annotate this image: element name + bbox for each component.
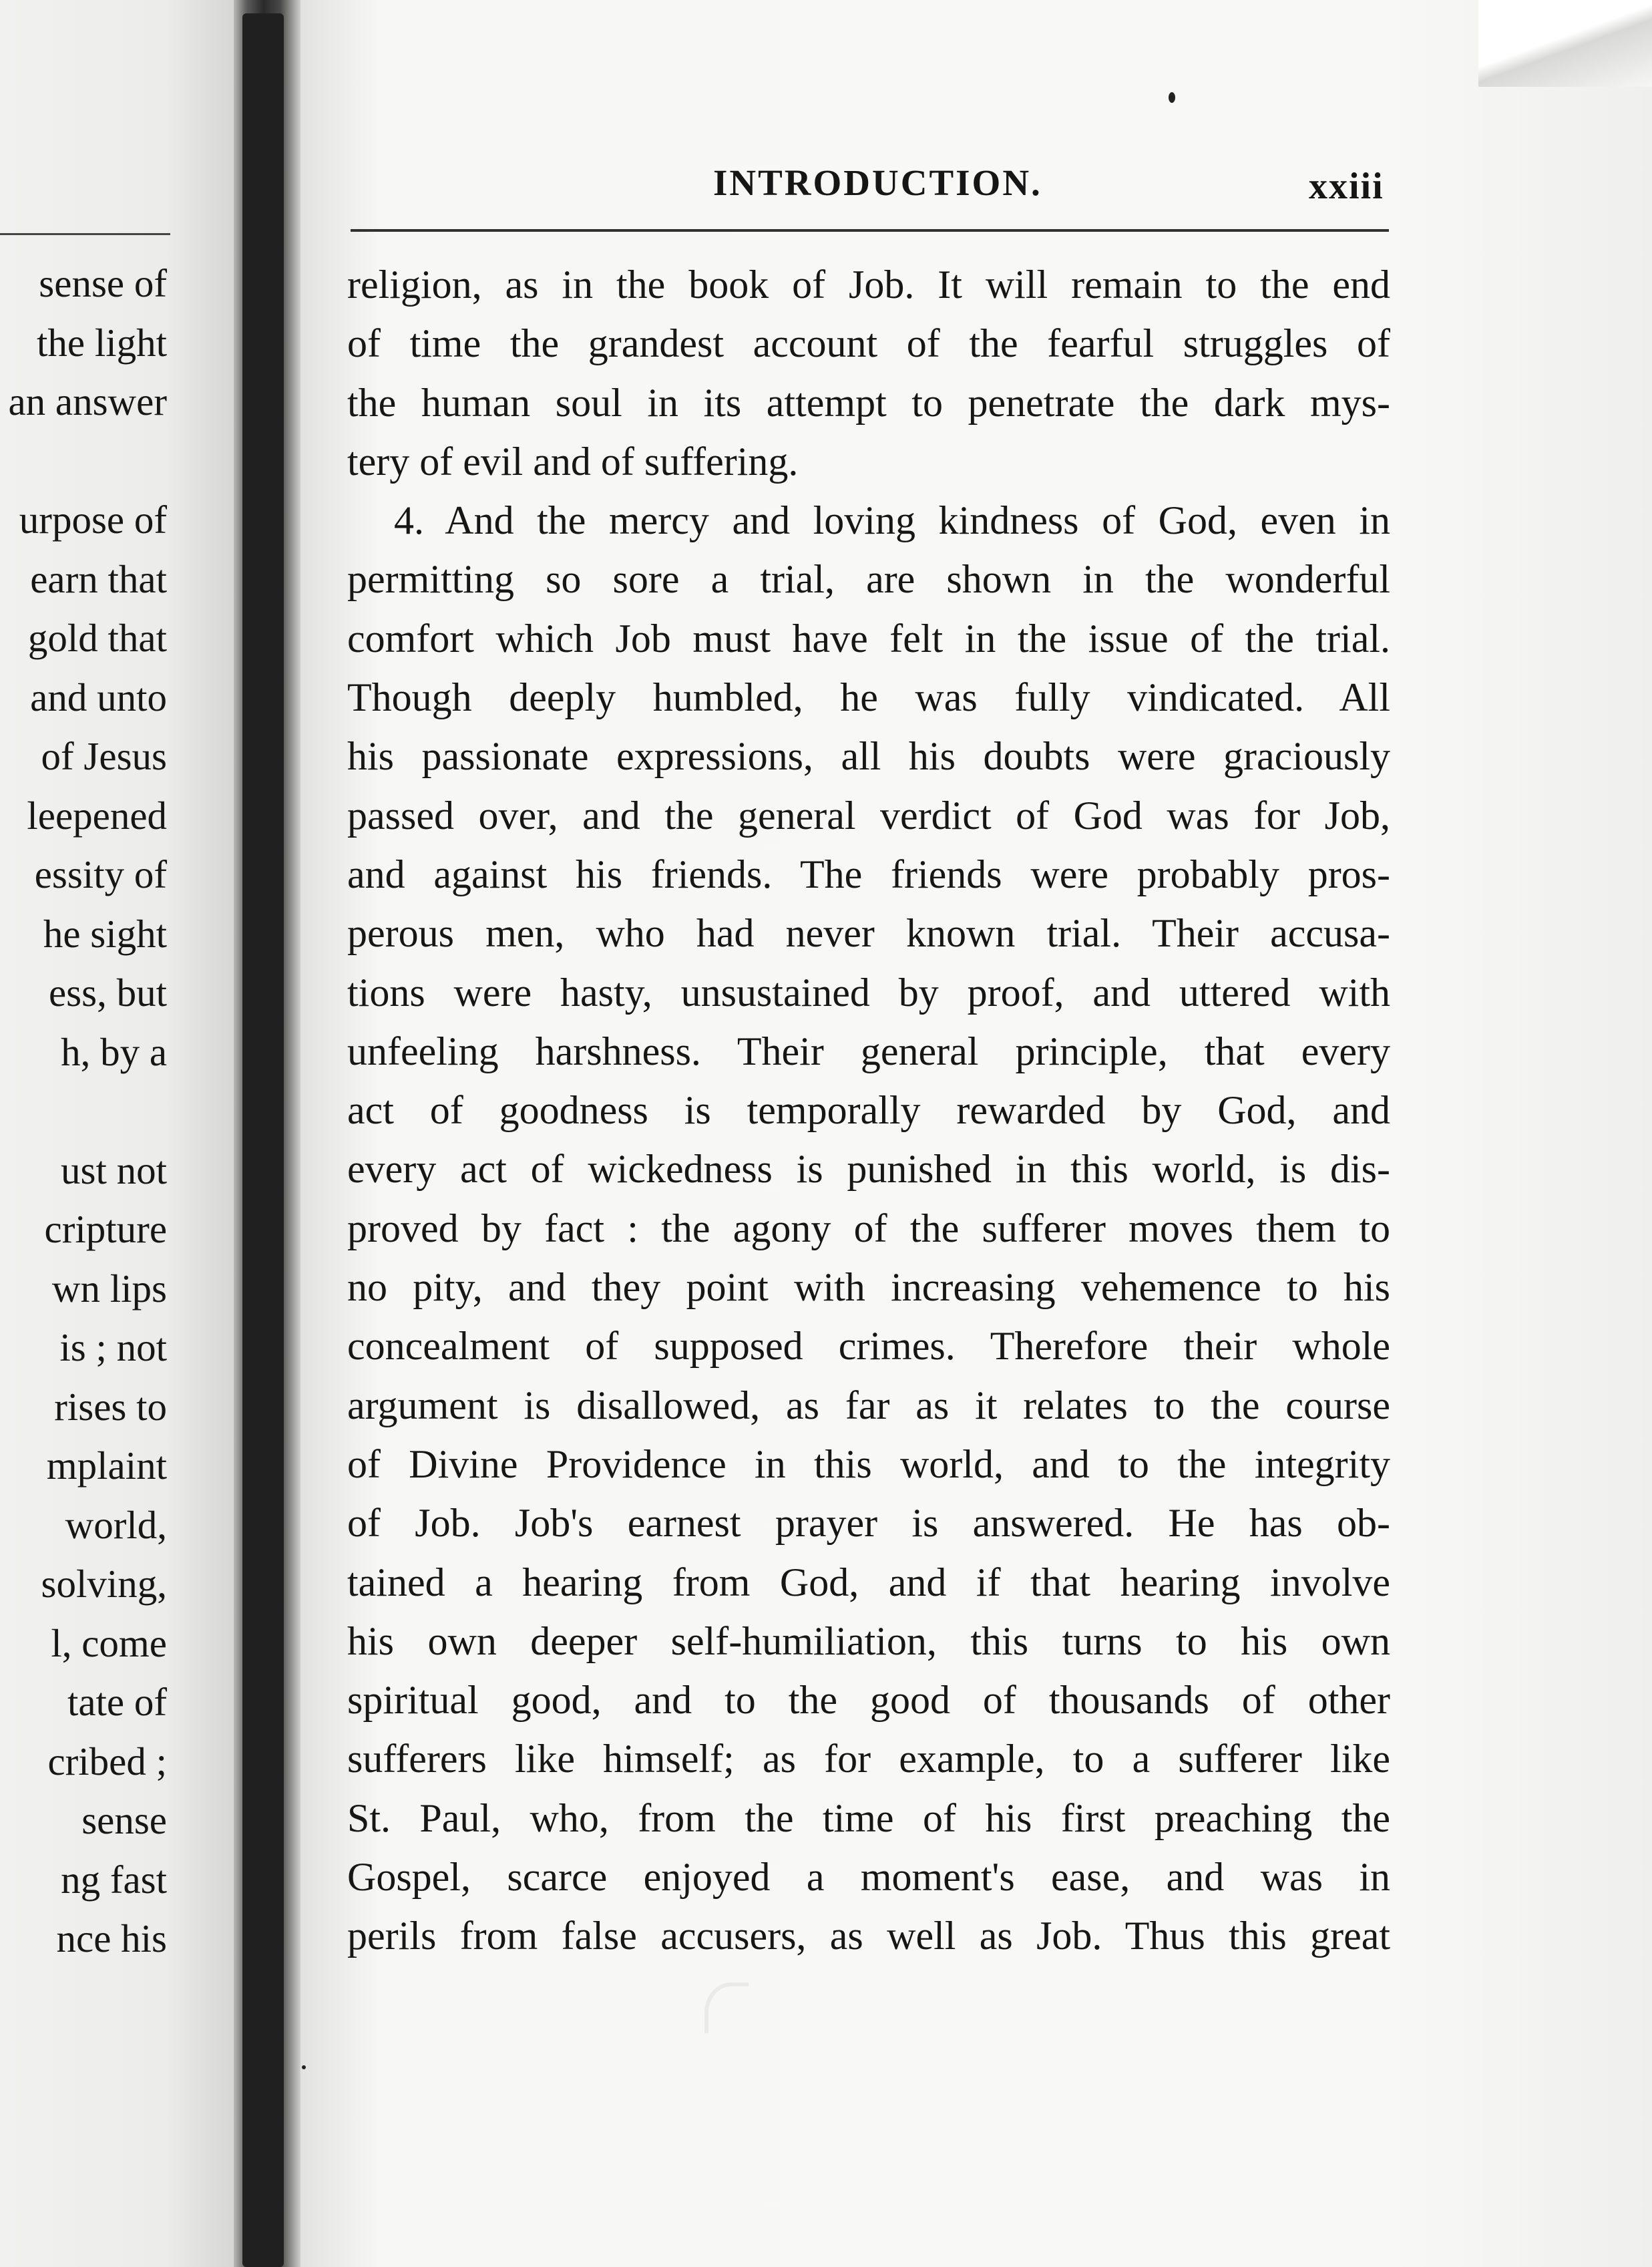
left-fragment-line: solving, — [41, 1562, 167, 1606]
left-fragment-line: the light — [36, 320, 167, 365]
text-line: tery of evil and of suffering. — [347, 439, 799, 484]
text-line: permitting so sore a trial, are shown in the wonderful — [347, 557, 1390, 602]
text-line: and against his friends. The friends were probably pros- — [347, 852, 1390, 896]
left-fragment-line: earn that — [30, 556, 167, 601]
text-line: Though deeply humbled, he was fully vindicated. All — [347, 675, 1390, 720]
binding-edge — [242, 13, 284, 2267]
text-line: argument is disallowed, as far as it relates to the course — [347, 1383, 1390, 1427]
text-line: concealment of supposed crimes. Therefore their whole — [347, 1324, 1390, 1369]
text-line: unfeeling harshness. Their general principle, that every — [347, 1029, 1390, 1073]
left-fragment-line: sense — [81, 1798, 167, 1842]
left-fragment-line: leepened — [27, 793, 167, 838]
text-line: proved by fact : the agony of the sufferer moves them to — [347, 1206, 1390, 1250]
text-line: perils from false accusers, as well as Job. Thus this great — [347, 1914, 1390, 1958]
left-fragment-line: essity of — [34, 852, 167, 896]
text-line: religion, as in the book of Job. It will remain to the end — [347, 263, 1390, 307]
left-page-text-fragments — [0, 254, 167, 1968]
text-line: of Job. Job's earnest prayer is answered. He has ob- — [347, 1501, 1390, 1546]
left-facing-page — [0, 0, 234, 2267]
left-fragment-line: an answer — [8, 379, 167, 423]
text-line: every act of wickedness is punished in this world, is dis- — [347, 1147, 1390, 1192]
text-line: Gospel, scarce enjoyed a moment's ease, and was in — [347, 1855, 1390, 1900]
text-line: St. Paul, who, from the time of his first preaching the — [347, 1795, 1390, 1840]
text-line: sufferers like himself; as for example, to a sufferer like — [347, 1737, 1390, 1781]
left-fragment-line: ng fast — [61, 1857, 167, 1902]
text-line: perous men, who had never known trial. Their accusa- — [347, 911, 1390, 956]
ink-speck — [302, 2065, 306, 2069]
text-line: of time the grandest account of the fearful struggles of — [347, 321, 1390, 366]
text-line: his passionate expressions, all his doubts were graciously — [347, 734, 1390, 779]
left-fragment-line: sense of — [39, 261, 167, 305]
header-rule — [351, 229, 1389, 232]
left-fragment-line: and unto — [30, 675, 167, 719]
left-fragment-line: ust not — [61, 1148, 167, 1192]
left-fragment-line: gold that — [27, 616, 167, 660]
left-fragment-line: cribed ; — [47, 1739, 167, 1783]
text-line: no pity, and they point with increasing vehemence to his — [347, 1265, 1390, 1310]
left-fragment-line: cripture — [44, 1207, 167, 1251]
paragraph-start-line: 4. And the mercy and loving kindness of God, even in — [394, 498, 1390, 543]
text-line: of Divine Providence in this world, and to the integrity — [347, 1441, 1390, 1486]
left-fragment-line: world, — [65, 1502, 167, 1547]
left-page-header-rule — [0, 233, 170, 235]
text-line: comfort which Job must have felt in the issue of the trial. — [347, 616, 1390, 661]
left-fragment-line: nce his — [56, 1916, 167, 1960]
left-fragment-line: ess, but — [49, 971, 167, 1015]
left-fragment-line: mplaint — [46, 1443, 167, 1488]
page-corner-fold — [1478, 0, 1652, 87]
left-fragment-line: tate of — [67, 1680, 167, 1724]
left-fragment-line: wn lips — [51, 1266, 167, 1311]
body-text — [347, 255, 1390, 1966]
left-fragment-line — [0, 431, 167, 491]
left-fragment-line: is ; not — [59, 1325, 167, 1369]
text-line: his own deeper self-humiliation, this turns to his own — [347, 1618, 1390, 1663]
left-fragment-line: urpose of — [19, 498, 167, 542]
text-line: tions were hasty, unsustained by proof, and uttered with — [347, 970, 1390, 1015]
left-fragment-line: rises to — [54, 1384, 167, 1429]
ink-speck — [1169, 92, 1175, 103]
text-line: spiritual good, and to the good of thousands of other — [347, 1678, 1390, 1723]
left-fragment-line — [0, 1081, 167, 1141]
left-fragment-line: h, by a — [61, 1029, 167, 1074]
text-line: passed over, and the general verdict of God was for Job, — [347, 793, 1390, 838]
left-fragment-line: l, come — [51, 1620, 167, 1665]
left-fragment-line: he sight — [43, 911, 167, 956]
text-line: act of goodness is temporally rewarded by God, and — [347, 1088, 1390, 1133]
text-line: tained a hearing from God, and if that hearing involve — [347, 1560, 1390, 1604]
left-fragment-line: of Jesus — [41, 734, 167, 778]
running-title: INTRODUCTION. — [713, 162, 1042, 203]
text-line: the human soul in its attempt to penetrate the dark mys- — [347, 380, 1390, 425]
page-number: xxiii — [1309, 166, 1384, 207]
